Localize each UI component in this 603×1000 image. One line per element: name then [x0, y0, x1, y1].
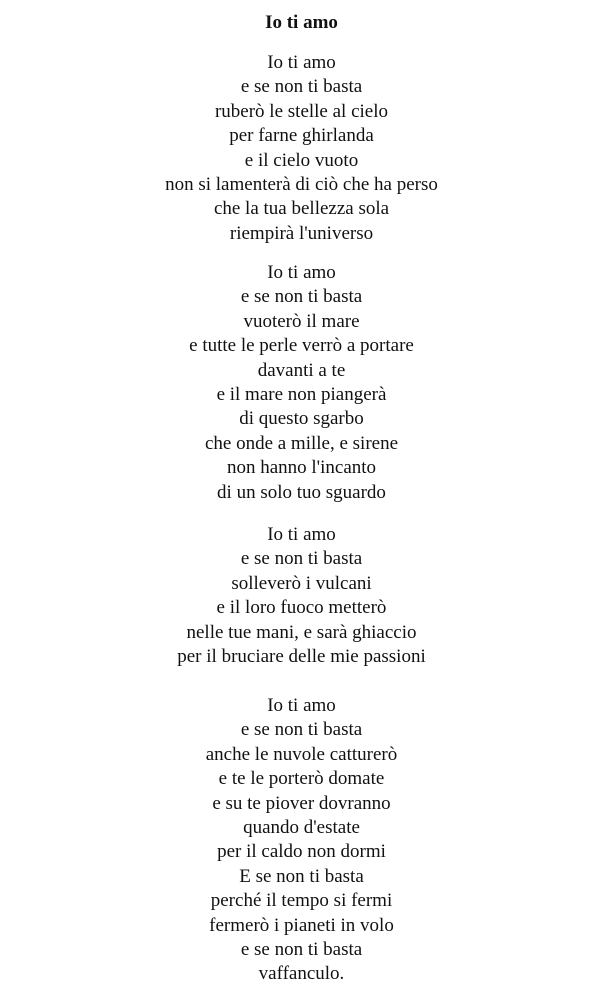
stanza-2: [0, 261, 603, 505]
poem-line: solleverò i vulcani: [231, 572, 372, 594]
poem-line: per il caldo non dormi: [217, 841, 386, 863]
poem-line: non hanno l'incanto: [226, 457, 377, 479]
poem-line: anche le nuvole catturerò: [205, 743, 398, 765]
poem-line: e se non ti basta: [240, 719, 363, 741]
poem-line: di un solo tuo sguardo: [217, 481, 386, 503]
stanza-1: [0, 51, 603, 246]
poem-line: perché il tempo si fermi: [210, 890, 393, 912]
poem-line: quando d'estate: [243, 817, 360, 839]
poem-line: e se non ti basta: [240, 939, 363, 961]
poem-line: davanti a te: [257, 359, 346, 381]
poem-line: e il loro fuoco metterò: [216, 597, 387, 619]
poem-line: vaffanculo.: [258, 963, 345, 985]
poem-line: di questo sgarbo: [239, 408, 364, 430]
poem-line: e il mare non piangerà: [216, 384, 387, 406]
poem-line: e tutte le perle verrò a portare: [189, 335, 414, 357]
stanza-3: [0, 523, 603, 669]
poem-line: E se non ti basta: [239, 865, 364, 887]
poem-line: non si lamenterà di ciò che ha perso: [165, 174, 438, 196]
poem-title: Io ti amo: [265, 12, 338, 33]
poem-line: per il bruciare delle mie passioni: [177, 646, 426, 668]
poem-line: che la tua bellezza sola: [213, 198, 390, 220]
poem-line: nelle tue mani, e sarà ghiaccio: [186, 621, 417, 643]
poem-line: Io ti amo: [267, 695, 336, 716]
stanza-4: [0, 694, 603, 987]
poem-line: e se non ti basta: [240, 76, 363, 98]
poem-line: Io ti amo: [267, 262, 336, 283]
poem-line: e te le porterò domate: [218, 768, 385, 790]
poem-line: Io ti amo: [267, 52, 336, 73]
poem-line: e se non ti basta: [240, 286, 363, 308]
poem-line: ruberò le stelle al cielo: [214, 100, 389, 122]
poem-line: fermerò i pianeti in volo: [209, 914, 394, 936]
poem-line: per farne ghirlanda: [229, 125, 374, 147]
poem-line: e su te piover dovranno: [212, 792, 391, 814]
poem-line: riempirà l'universo: [229, 222, 374, 244]
poem-line: Io ti amo: [267, 524, 336, 545]
poem-line: vuoterò il mare: [243, 310, 360, 332]
poem-line: che onde a mille, e sirene: [204, 432, 399, 454]
poem-line: e il cielo vuoto: [244, 149, 359, 171]
poem-line: e se non ti basta: [240, 548, 363, 570]
